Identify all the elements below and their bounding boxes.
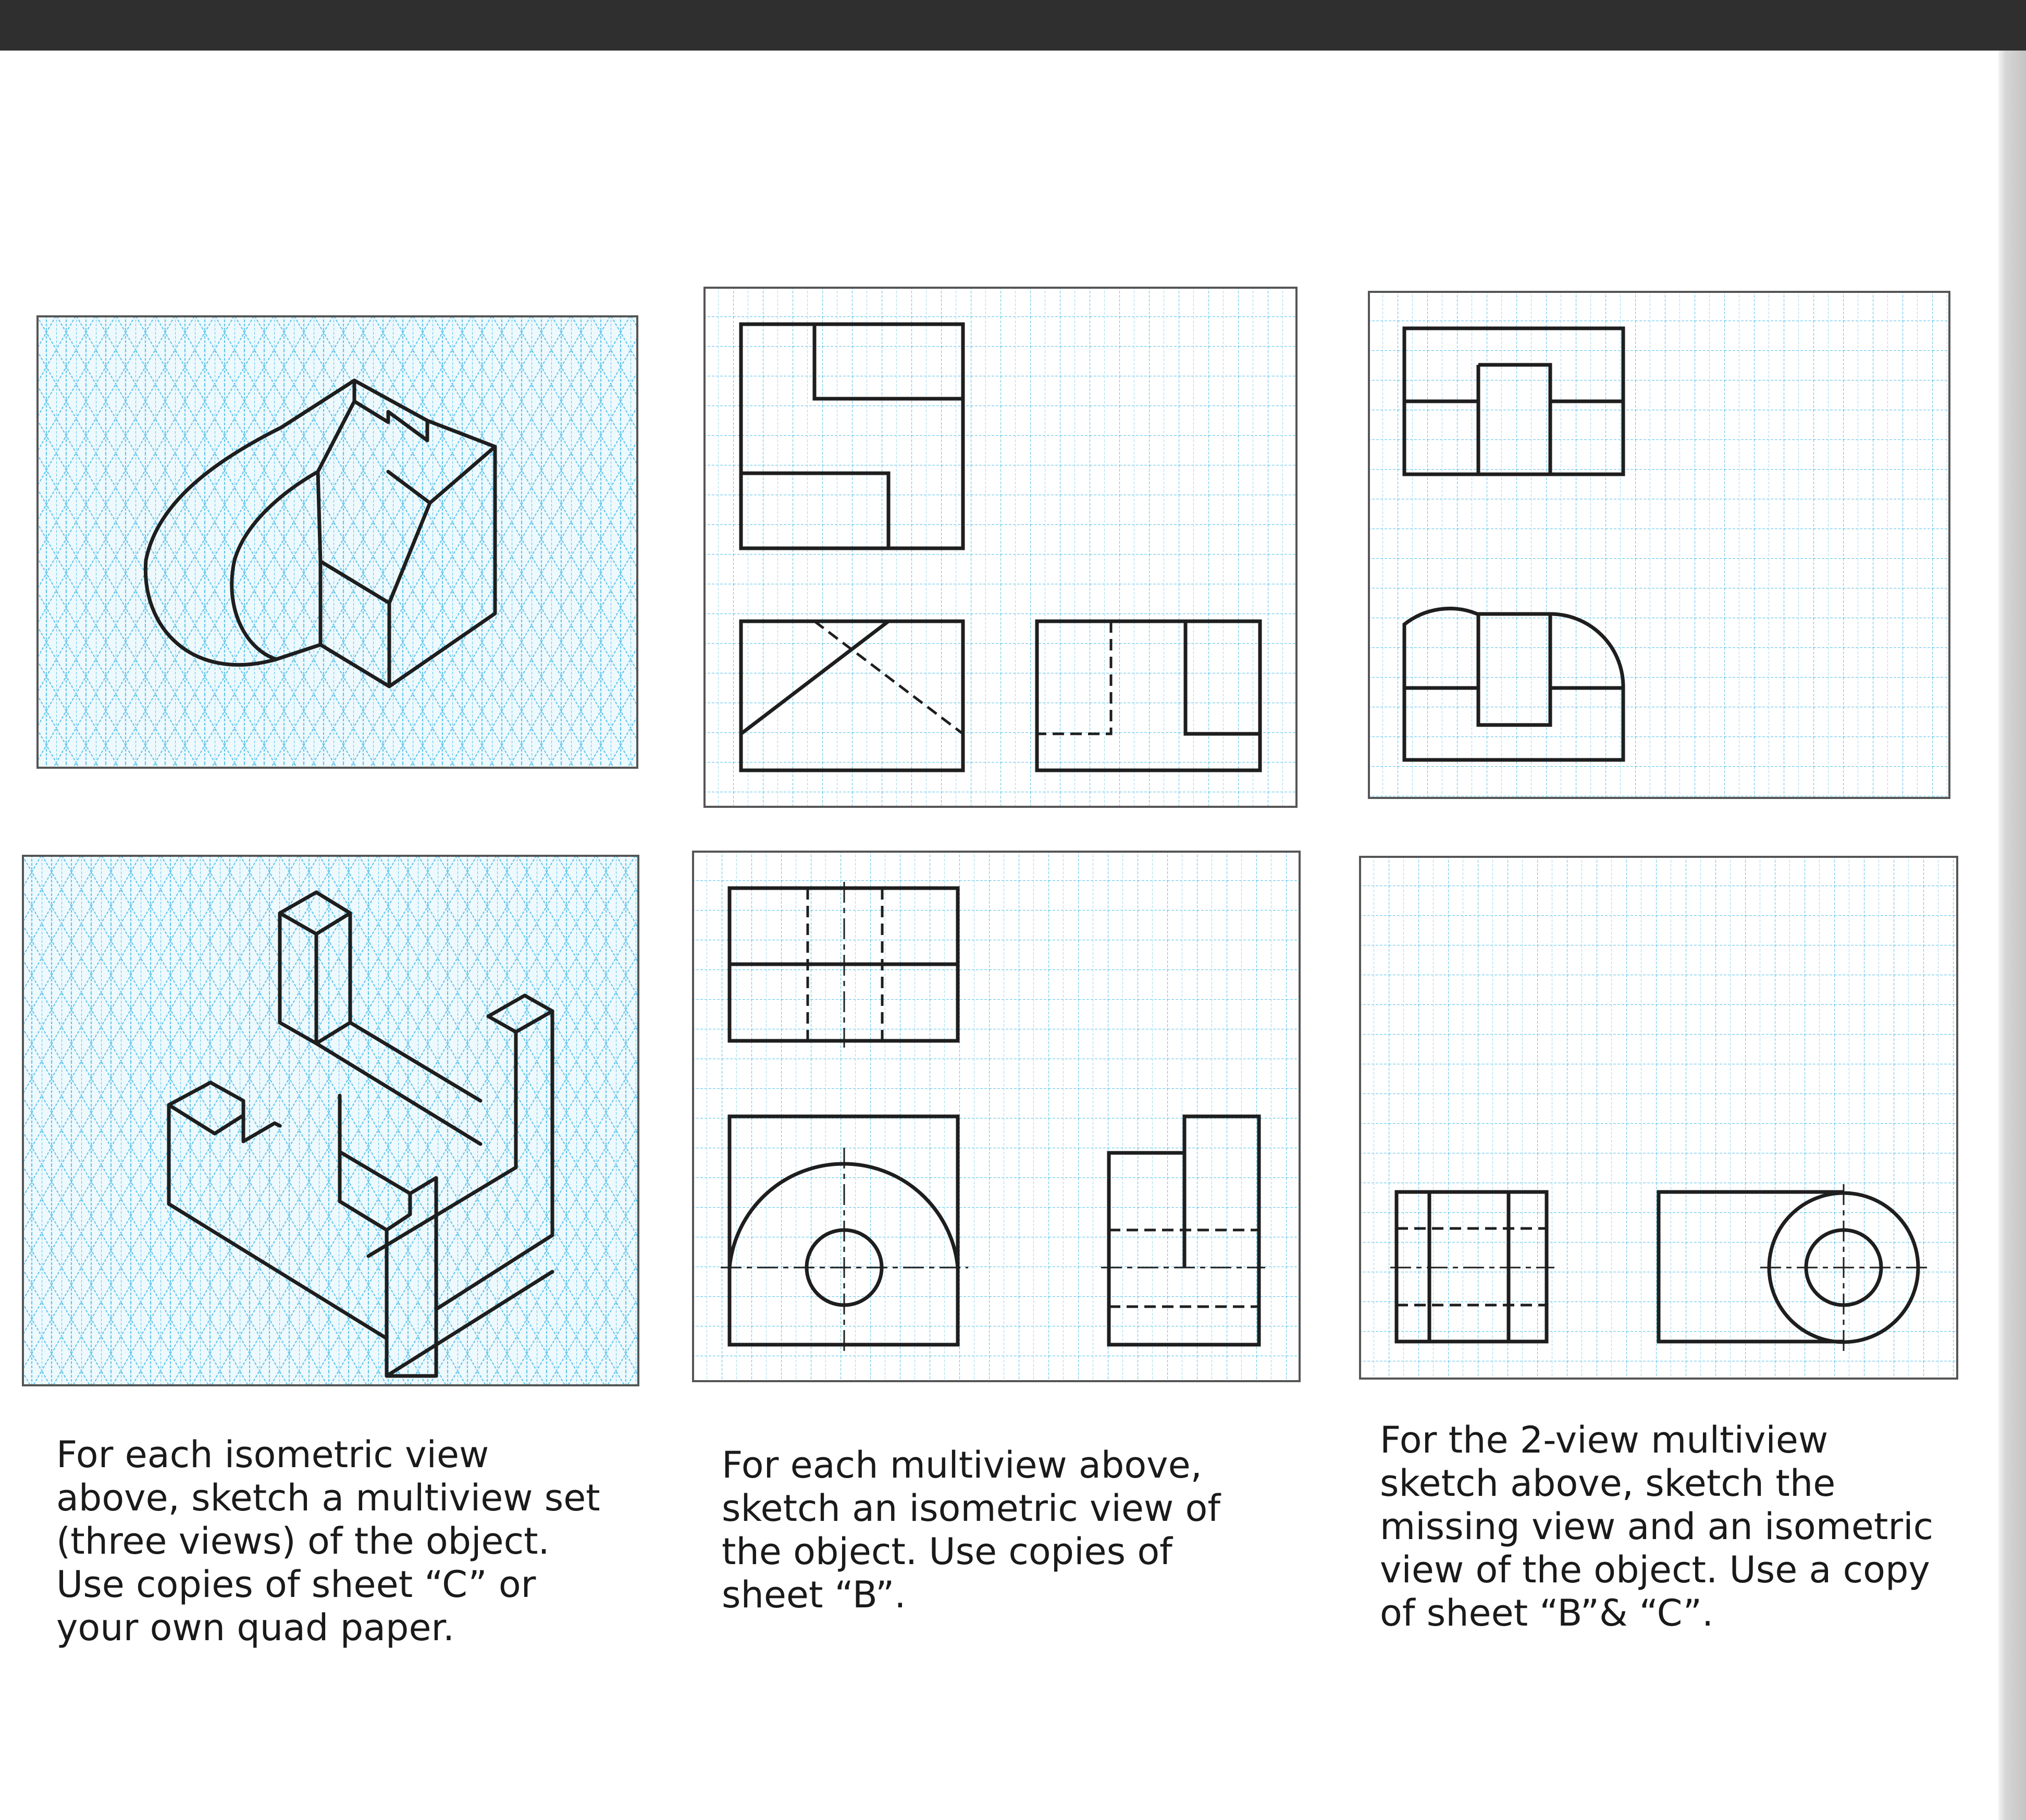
caption-line: missing view and an isometric xyxy=(1380,1505,1934,1548)
page-edge-shadow xyxy=(1998,51,2026,1820)
caption-line: sheet “B”. xyxy=(722,1573,906,1616)
two-view-panel-1 xyxy=(1368,291,1950,799)
isometric-panel-1 xyxy=(36,315,638,769)
caption-line: your own quad paper. xyxy=(56,1606,455,1649)
caption-line: sketch an isometric view of xyxy=(722,1487,1220,1530)
two-view-instructions xyxy=(1380,1419,1933,1635)
caption-line: view of the object. Use a copy xyxy=(1380,1548,1930,1591)
top-bar xyxy=(0,0,2026,51)
isometric-panel-2 xyxy=(22,855,639,1386)
isometric-instructions xyxy=(56,1433,600,1650)
caption-line: (three views) of the object. xyxy=(56,1520,550,1563)
multiview-panel-1 xyxy=(703,287,1298,808)
multiview-panel-2 xyxy=(692,851,1301,1382)
caption-line: sketch above, sketch the xyxy=(1380,1462,1836,1505)
caption-line: For the 2-view multiview xyxy=(1380,1419,1829,1461)
two-view-panel-2 xyxy=(1359,856,1958,1380)
caption-line: of sheet “B”& “C”. xyxy=(1380,1592,1714,1634)
caption-line: the object. Use copies of xyxy=(722,1530,1172,1573)
multiview-instructions xyxy=(722,1444,1220,1617)
caption-line: above, sketch a multiview set xyxy=(56,1477,600,1519)
caption-line: For each multiview above, xyxy=(722,1444,1202,1486)
caption-line: Use copies of sheet “C” or xyxy=(56,1563,536,1606)
caption-line: For each isometric view xyxy=(56,1433,489,1476)
